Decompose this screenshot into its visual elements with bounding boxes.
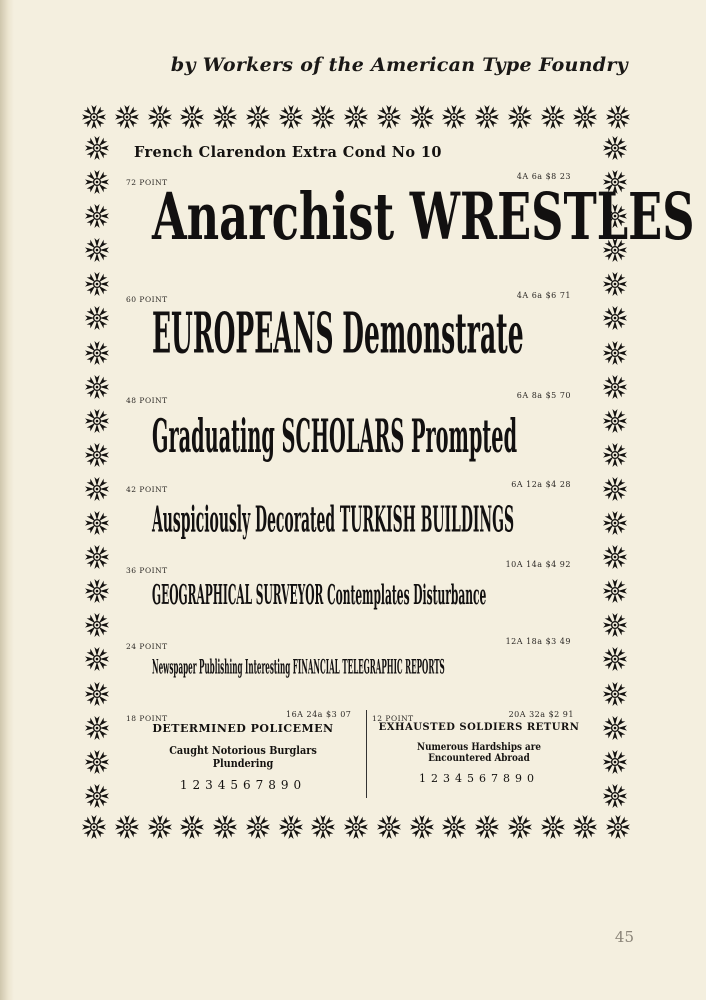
typeface-name: French Clarendon Extra Cond No 10 xyxy=(134,144,442,161)
starburst-ornament-icon xyxy=(440,813,468,841)
starburst-ornament-icon xyxy=(83,202,111,230)
starburst-ornament-icon xyxy=(83,611,111,639)
starburst-ornament-icon xyxy=(601,714,629,742)
specimen-12pt-block xyxy=(374,710,584,785)
starburst-ornament-icon xyxy=(83,407,111,435)
column-divider xyxy=(366,710,367,798)
starburst-ornament-icon xyxy=(601,509,629,537)
price-label: 6A 8a $5 70 xyxy=(516,391,571,400)
border-top xyxy=(80,100,632,134)
starburst-ornament-icon xyxy=(113,813,141,841)
starburst-ornament-icon xyxy=(83,714,111,742)
starburst-ornament-icon xyxy=(113,103,141,131)
starburst-ornament-icon xyxy=(601,680,629,708)
size-label: 12 POINT xyxy=(372,714,414,723)
border-left xyxy=(80,134,114,810)
starburst-ornament-icon xyxy=(601,339,629,367)
size-label: 60 POINT xyxy=(126,295,168,304)
starburst-ornament-icon xyxy=(309,813,337,841)
starburst-ornament-icon xyxy=(83,373,111,401)
price-label: 10A 14a $4 92 xyxy=(505,560,571,569)
numerals-12pt: 1234567890 xyxy=(419,772,539,785)
starburst-ornament-icon xyxy=(83,577,111,605)
size-label: 48 POINT xyxy=(126,396,168,405)
starburst-ornament-icon xyxy=(178,813,206,841)
starburst-ornament-icon xyxy=(309,103,337,131)
price-label: 4A 6a $6 71 xyxy=(516,291,571,300)
starburst-ornament-icon xyxy=(408,103,436,131)
starburst-ornament-icon xyxy=(83,134,111,162)
starburst-ornament-icon xyxy=(375,103,403,131)
starburst-ornament-icon xyxy=(83,168,111,196)
specimen-line-48pt: Graduating SCHOLARS Prompted xyxy=(152,410,518,464)
starburst-ornament-icon xyxy=(601,407,629,435)
starburst-ornament-icon xyxy=(83,441,111,469)
starburst-ornament-icon xyxy=(604,103,632,131)
size-label: 24 POINT xyxy=(126,642,168,651)
starburst-ornament-icon xyxy=(601,441,629,469)
size-label: 18 POINT xyxy=(126,714,168,723)
starburst-ornament-icon xyxy=(83,645,111,673)
specimen-line-42pt: Auspiciously Decorated TURKISH BUILDINGS xyxy=(152,498,515,541)
starburst-ornament-icon xyxy=(277,103,305,131)
specimen-line-36pt: GEOGRAPHICAL SURVEYOR Contemplates Disturbance xyxy=(152,580,487,612)
specimen-line-12pt: Numerous Hardships are Encountered Abroad xyxy=(417,742,541,764)
starburst-ornament-icon xyxy=(601,645,629,673)
page-header: by Workers of the American Type Foundry xyxy=(170,54,628,76)
starburst-ornament-icon xyxy=(440,103,468,131)
price-label: 20A 32a $2 91 xyxy=(508,710,574,719)
starburst-ornament-icon xyxy=(408,813,436,841)
starburst-ornament-icon xyxy=(277,813,305,841)
starburst-ornament-icon xyxy=(83,475,111,503)
starburst-ornament-icon xyxy=(83,270,111,298)
starburst-ornament-icon xyxy=(571,813,599,841)
specimen-line-24pt: Newspaper Publishing Interesting FINANCIAL TELEGRAPHIC REPORTS xyxy=(152,656,445,679)
size-label: 72 POINT xyxy=(126,178,168,187)
starburst-ornament-icon xyxy=(473,813,501,841)
starburst-ornament-icon xyxy=(83,543,111,571)
starburst-ornament-icon xyxy=(375,813,403,841)
price-label: 12A 18a $3 49 xyxy=(505,637,571,646)
starburst-ornament-icon xyxy=(506,103,534,131)
starburst-ornament-icon xyxy=(83,748,111,776)
starburst-ornament-icon xyxy=(80,813,108,841)
size-label: 36 POINT xyxy=(126,566,168,575)
starburst-ornament-icon xyxy=(539,103,567,131)
border-bottom xyxy=(80,810,632,844)
starburst-ornament-icon xyxy=(539,813,567,841)
specimen-line-18pt: Caught Notorious Burglars Plundering xyxy=(169,744,317,770)
starburst-ornament-icon xyxy=(571,103,599,131)
starburst-ornament-icon xyxy=(601,782,629,810)
starburst-ornament-icon xyxy=(83,509,111,537)
starburst-ornament-icon xyxy=(146,103,174,131)
starburst-ornament-icon xyxy=(473,103,501,131)
specimen-content xyxy=(126,144,695,808)
page-number: 45 xyxy=(614,928,634,946)
specimen-title-18pt: DETERMINED POLICEMEN xyxy=(152,722,334,735)
starburst-ornament-icon xyxy=(83,680,111,708)
starburst-ornament-icon xyxy=(83,304,111,332)
starburst-ornament-icon xyxy=(601,134,629,162)
numerals-18pt: 1234567890 xyxy=(179,778,307,792)
price-label: 4A 6a $8 23 xyxy=(516,172,571,181)
starburst-ornament-icon xyxy=(601,373,629,401)
starburst-ornament-icon xyxy=(601,543,629,571)
price-label: 6A 12a $4 28 xyxy=(511,480,571,489)
specimen-18pt-block xyxy=(138,710,348,792)
starburst-ornament-icon xyxy=(244,813,272,841)
starburst-ornament-icon xyxy=(601,748,629,776)
starburst-ornament-icon xyxy=(211,103,239,131)
starburst-ornament-icon xyxy=(83,782,111,810)
starburst-ornament-icon xyxy=(601,475,629,503)
starburst-ornament-icon xyxy=(83,339,111,367)
starburst-ornament-icon xyxy=(601,577,629,605)
starburst-ornament-icon xyxy=(146,813,174,841)
starburst-ornament-icon xyxy=(342,103,370,131)
starburst-ornament-icon xyxy=(342,813,370,841)
starburst-ornament-icon xyxy=(601,611,629,639)
size-label: 42 POINT xyxy=(126,485,168,494)
starburst-ornament-icon xyxy=(604,813,632,841)
price-label: 16A 24a $3 07 xyxy=(286,710,352,719)
starburst-ornament-icon xyxy=(80,103,108,131)
specimen-title-12pt: EXHAUSTED SOLDIERS RETURN xyxy=(378,722,580,733)
starburst-ornament-icon xyxy=(601,270,629,298)
starburst-ornament-icon xyxy=(83,236,111,264)
starburst-ornament-icon xyxy=(506,813,534,841)
page-binding-edge xyxy=(0,0,14,1000)
starburst-ornament-icon xyxy=(601,304,629,332)
starburst-ornament-icon xyxy=(178,103,206,131)
specimen-line-72pt: Anarchist WRESTLES xyxy=(152,180,695,255)
starburst-ornament-icon xyxy=(211,813,239,841)
starburst-ornament-icon xyxy=(244,103,272,131)
specimen-line-60pt: EUROPEANS Demonstrate xyxy=(152,300,524,367)
